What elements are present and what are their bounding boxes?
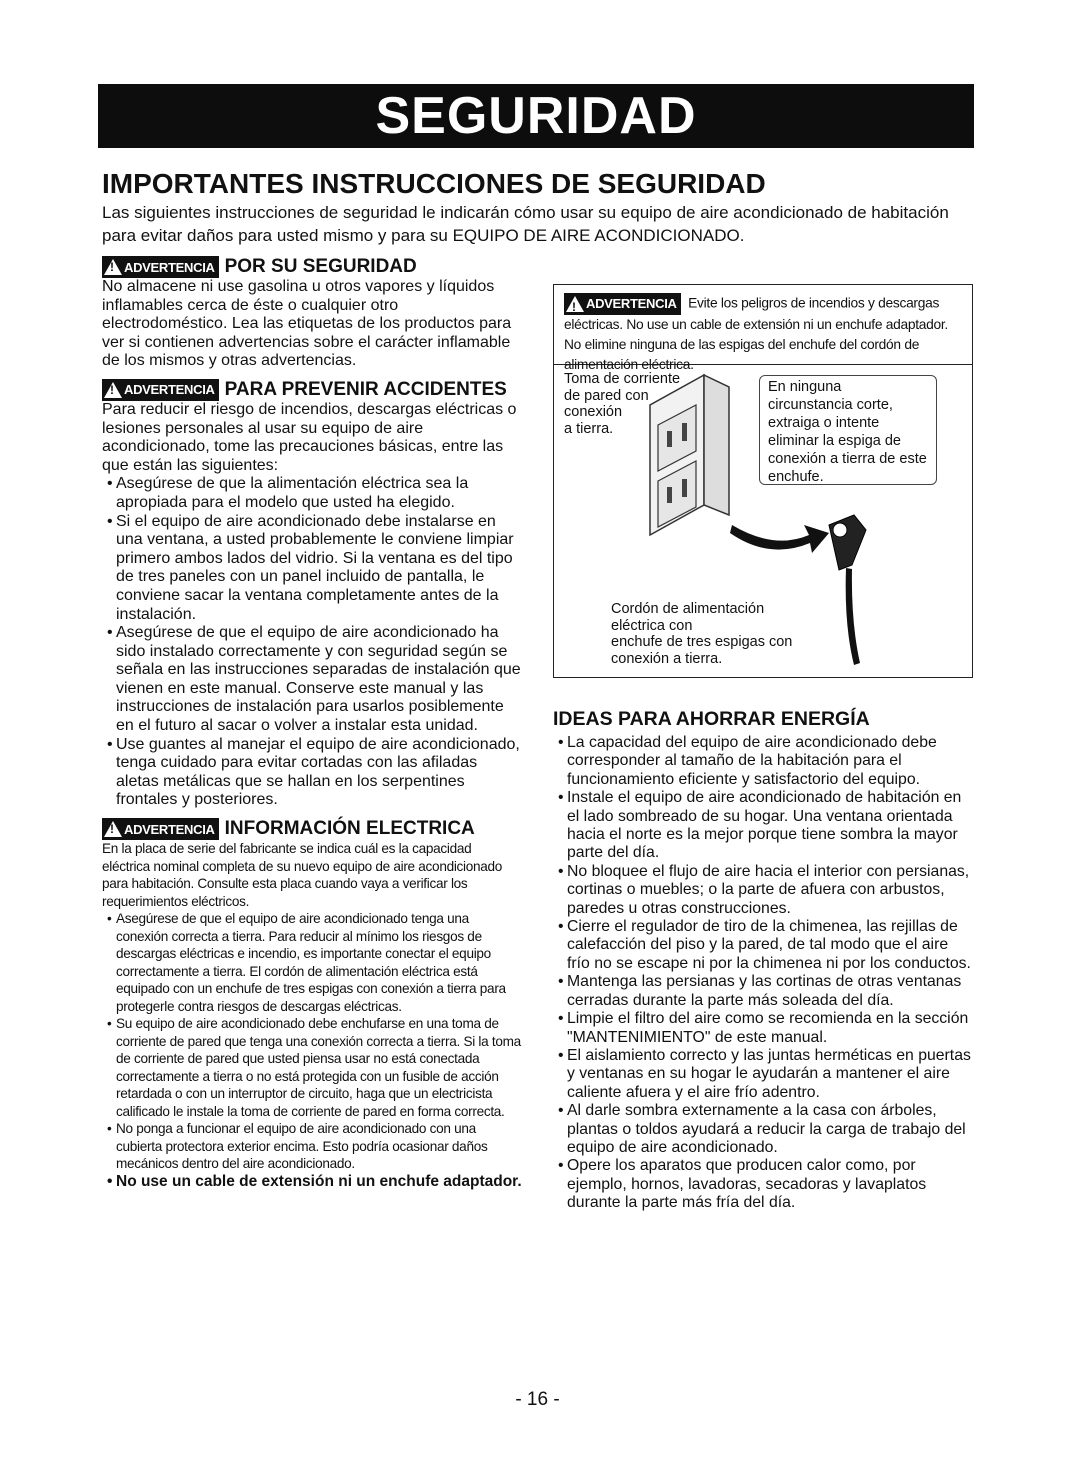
warning-box-text: ! ADVERTENCIA Evite los peligros de incendios y descargas eléctricas. No use un cable de extensión ni un enchufe adaptador. No elimine ninguna de las espigas del enchufe del cordón de alimentación eléctrica. bbox=[554, 285, 972, 365]
section-heading: ! ADVERTENCIA INFORMACIÓN ELECTRICA bbox=[102, 818, 522, 840]
section-heading: IDEAS PARA AHORRAR ENERGÍA bbox=[553, 708, 870, 730]
wall-outlet-icon bbox=[650, 375, 729, 535]
list-item: • No bloquee el flujo de aire hacia el interior con persianas, cortinas o muebles; o la parte de afuera con arbustos, paredes u otras construcciones. bbox=[553, 863, 973, 918]
three-prong-plug-icon bbox=[829, 515, 866, 665]
grounding-warning-box bbox=[553, 284, 973, 678]
left-column bbox=[102, 256, 522, 1199]
list-item: • Instale el equipo de aire acondicionado de habitación en el lado sombreado de su hogar. Una ventana orientada hacia el norte es la mejor porque tiene sombra la mayor parte del día. bbox=[553, 789, 973, 863]
section-text: En la placa de serie del fabricante se indica cuál es la capacidad eléctrica nominal completa de su nuevo equipo de aire acondicionado para habitación. Consulte esta placa cuando vaya a verificar los requerimientos eléctricos. bbox=[102, 841, 503, 909]
arrow-icon bbox=[730, 525, 829, 553]
bullet-list bbox=[102, 475, 522, 810]
warning-badge: ! ADVERTENCIA bbox=[102, 379, 219, 401]
list-item: • La capacidad del equipo de aire acondicionado debe corresponder al tamaño de la habitación para el funcionamiento eficiente y satisfactorio del equipo. bbox=[553, 734, 973, 789]
section-informacion-electrica bbox=[102, 818, 522, 1191]
bold-warning-bullet: • No use un cable de extensión ni un enchufe adaptador. bbox=[102, 1173, 522, 1192]
outlet-label: Toma de corriente de pared con conexión a tierra. bbox=[564, 371, 681, 437]
warning-triangle-icon bbox=[104, 821, 122, 837]
list-item: • Use guantes al manejar el equipo de aire acondicionado, tenga cuidado para evitar cortadas con las afiladas aletas metálicas que se hallan en los serpentines frontales y posteriores. bbox=[102, 736, 522, 810]
page-number: - 16 - bbox=[515, 1389, 560, 1410]
section-heading: ! ADVERTENCIA PARA PREVENIR ACCIDENTES bbox=[102, 379, 522, 401]
bullet-list bbox=[102, 910, 522, 1173]
cord-label: Cordón de alimentación eléctrica con enchufe de tres espigas con conexión a tierra. bbox=[611, 601, 793, 667]
list-item: • No ponga a funcionar el equipo de aire acondicionado con una cubierta protectora exterior encima. Esto podría ocasionar daños mecánicos dentro del aire acondicionado. bbox=[102, 1120, 522, 1173]
right-column bbox=[553, 284, 973, 1213]
warning-badge: ! ADVERTENCIA bbox=[102, 256, 219, 278]
list-item: • El aislamiento correcto y las juntas herméticas en puertas y ventanas en su hogar le ayudarán a mantener el aire caliente afuera y el aire frío adentro. bbox=[553, 1047, 973, 1102]
warning-triangle-icon bbox=[566, 296, 584, 312]
list-item: • Asegúrese de que la alimentación eléctrica sea la apropiada para el modelo que usted ha elegido. bbox=[102, 475, 522, 512]
list-item: • Opere los aparatos que producen calor como, por ejemplo, hornos, lavadoras, secadoras y lavaplatos durante la parte más fría del día. bbox=[553, 1157, 973, 1212]
section-heading: ! ADVERTENCIA POR SU SEGURIDAD bbox=[102, 256, 522, 278]
warning-badge: ! ADVERTENCIA bbox=[102, 818, 219, 840]
list-item: • Al darle sombra externamente a la casa con árboles, plantas o toldos ayudará a reducir la carga de trabajo del equipo de aire acondicionado. bbox=[553, 1102, 973, 1157]
section-por-su-seguridad bbox=[102, 256, 522, 371]
section-prevenir-accidentes bbox=[102, 379, 522, 810]
section-text: No almacene ni use gasolina u otros vapores y líquidos inflamables cerca de éste o cualquier otro electrodoméstico. Lea las etiquetas de los productos para ver si contienen advertencias sobre el carácter inflamable de los mismos y otras advertencias. bbox=[102, 278, 512, 370]
warning-triangle-icon bbox=[104, 382, 122, 398]
callout-box: En ninguna circunstancia corte, extraiga o intente eliminar la espiga de conexión a tierra de este enchufe. bbox=[759, 375, 937, 485]
plug-illustration bbox=[554, 365, 972, 675]
page-title: IMPORTANTES INSTRUCCIONES DE SEGURIDAD bbox=[102, 168, 766, 199]
list-item: • Asegúrese de que el equipo de aire acondicionado ha sido instalado correctamente y con seguridad según se señala en las instrucciones separadas de instalación que vienen en este manual. Conserve este manual y las instrucciones de instalación para usarlos posiblemente en el futuro al sacar o volver a instalar esta unidad. bbox=[102, 624, 522, 736]
bullet-list bbox=[553, 734, 973, 1213]
list-item: • Si el equipo de aire acondicionado debe instalarse en una ventana, a usted probablemente le conviene limpiar primero ambos lados del vidrio. Si la ventana es del tipo de tres paneles con un panel incluido de pantalla, le conviene sacar la ventana completamente antes de la instalación. bbox=[102, 513, 522, 625]
list-item: • Cierre el regulador de tiro de la chimenea, las rejillas de calefacción del piso y la pared, de tal modo que el aire frío no se escape ni por la chimenea ni por los conductos. bbox=[553, 918, 973, 973]
energy-saving-section bbox=[553, 708, 973, 1213]
intro-paragraph: Las siguientes instrucciones de seguridad le indicarán cómo usar su equipo de aire acondicionado de habitación para evitar daños para usted mismo y para su EQUIPO DE AIRE ACONDICIONADO. bbox=[102, 203, 949, 245]
section-banner: SEGURIDAD bbox=[98, 84, 974, 148]
warning-badge: ! ADVERTENCIA bbox=[564, 293, 681, 315]
list-item: • Asegúrese de que el equipo de aire acondicionado tenga una conexión correcta a tierra. Para reducir al mínimo los riesgos de descargas eléctricas e incendio, es importante conectar el equipo correctamente a tierra. El cordón de alimentación eléctrica está equipado con un enchufe de tres espigas con conexión a tierra para protegerle contra riesgos de descargas eléctricas. bbox=[102, 910, 522, 1015]
list-item: • Su equipo de aire acondicionado debe enchufarse en una toma de corriente de pared que tenga una conexión correcta a tierra. Si la toma de corriente de pared que usted piensa usar no está conectada correctamente a tierra o no está protegida con un fusible de acción retardada o con un interruptor de circuito, haga que un electricista calificado le instale la toma de corriente de pared en forma correcta. bbox=[102, 1015, 522, 1120]
list-item: • Mantenga las persianas y las cortinas de otras ventanas cerradas durante la parte más soleada del día. bbox=[553, 973, 973, 1010]
list-item: • Limpie el filtro del aire como se recomienda en la sección "MANTENIMIENTO" de este manual. bbox=[553, 1010, 973, 1047]
section-text: Para reducir el riesgo de incendios, descargas eléctricas o lesiones personales al usar su equipo de aire acondicionado, tome las precauciones básicas, entre las que están las siguientes: bbox=[102, 400, 517, 474]
warning-triangle-icon bbox=[104, 259, 122, 275]
